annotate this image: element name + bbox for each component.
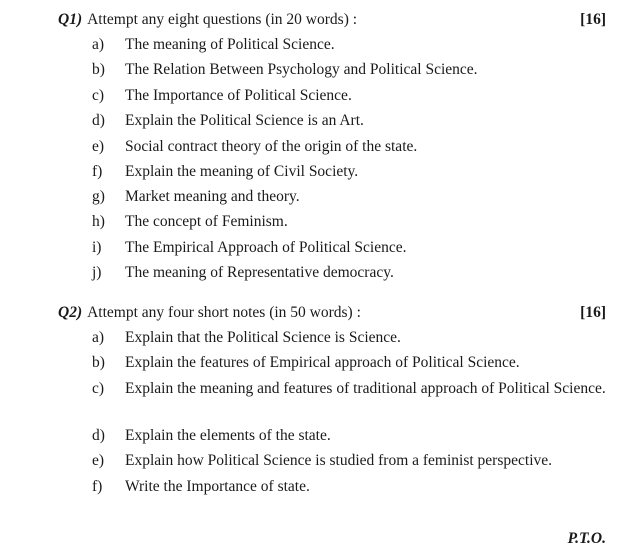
item-label: d) bbox=[92, 427, 105, 444]
item-label: e) bbox=[92, 138, 105, 155]
item-label: f) bbox=[92, 163, 103, 180]
question-1-heading bbox=[58, 9, 606, 31]
item-text: The Relation Between Psychology and Political Science. bbox=[125, 61, 478, 78]
question-number: Q2) bbox=[58, 304, 83, 321]
item-label: c) bbox=[92, 87, 105, 104]
question-prompt: Attempt any eight questions (in 20 words) : bbox=[87, 11, 358, 28]
item-label: f) bbox=[92, 478, 103, 495]
item-text: Explain the Political Science is an Art. bbox=[125, 112, 364, 129]
list-item bbox=[92, 263, 606, 283]
question-number: Q1) bbox=[58, 11, 83, 28]
list-item bbox=[92, 451, 606, 471]
item-text: The Empirical Approach of Political Science. bbox=[125, 239, 407, 256]
item-label: h) bbox=[92, 213, 105, 230]
item-text: The meaning of Political Science. bbox=[125, 36, 335, 53]
item-text: Market meaning and theory. bbox=[125, 188, 300, 205]
list-item bbox=[92, 60, 606, 80]
list-item bbox=[92, 477, 606, 497]
item-label: a) bbox=[92, 329, 105, 346]
item-label: g) bbox=[92, 188, 105, 205]
item-label: b) bbox=[92, 61, 105, 78]
item-text: The Importance of Political Science. bbox=[125, 87, 352, 104]
list-item bbox=[92, 187, 606, 207]
question-prompt: Attempt any four short notes (in 50 words) : bbox=[87, 304, 361, 321]
item-text: Explain the elements of the state. bbox=[125, 427, 331, 444]
item-label: c) bbox=[92, 380, 105, 397]
list-item bbox=[92, 238, 606, 258]
item-label: e) bbox=[92, 452, 105, 469]
item-text: Write the Importance of state. bbox=[125, 478, 310, 495]
please-turn-over: P.T.O. bbox=[567, 530, 606, 547]
list-item bbox=[92, 426, 606, 446]
list-item bbox=[92, 86, 606, 106]
list-item bbox=[92, 353, 606, 373]
item-text: Social contract theory of the origin of the state. bbox=[125, 138, 418, 155]
list-item bbox=[92, 328, 606, 348]
item-text: Explain the meaning and features of traditional approach of Political Science. bbox=[125, 380, 606, 397]
list-item bbox=[92, 137, 606, 157]
list-item bbox=[92, 212, 606, 232]
item-label: b) bbox=[92, 354, 105, 371]
item-text: Explain how Political Science is studied from a feminist perspective. bbox=[125, 452, 553, 469]
question-2-heading bbox=[58, 302, 606, 324]
list-item bbox=[92, 111, 606, 131]
item-label: d) bbox=[92, 112, 105, 129]
list-item bbox=[92, 162, 606, 182]
list-item bbox=[92, 379, 606, 399]
item-label: i) bbox=[92, 239, 102, 256]
question-marks: [16] bbox=[580, 11, 606, 28]
item-label: j) bbox=[92, 264, 102, 281]
item-text: Explain the features of Empirical approach of Political Science. bbox=[125, 354, 520, 371]
question-marks: [16] bbox=[580, 304, 606, 321]
item-text: Explain the meaning of Civil Society. bbox=[125, 163, 359, 180]
item-text: The meaning of Representative democracy. bbox=[125, 264, 394, 281]
item-text: The concept of Feminism. bbox=[125, 213, 288, 230]
list-item bbox=[92, 35, 606, 55]
item-text: Explain that the Political Science is Science. bbox=[125, 329, 401, 346]
item-label: a) bbox=[92, 36, 105, 53]
